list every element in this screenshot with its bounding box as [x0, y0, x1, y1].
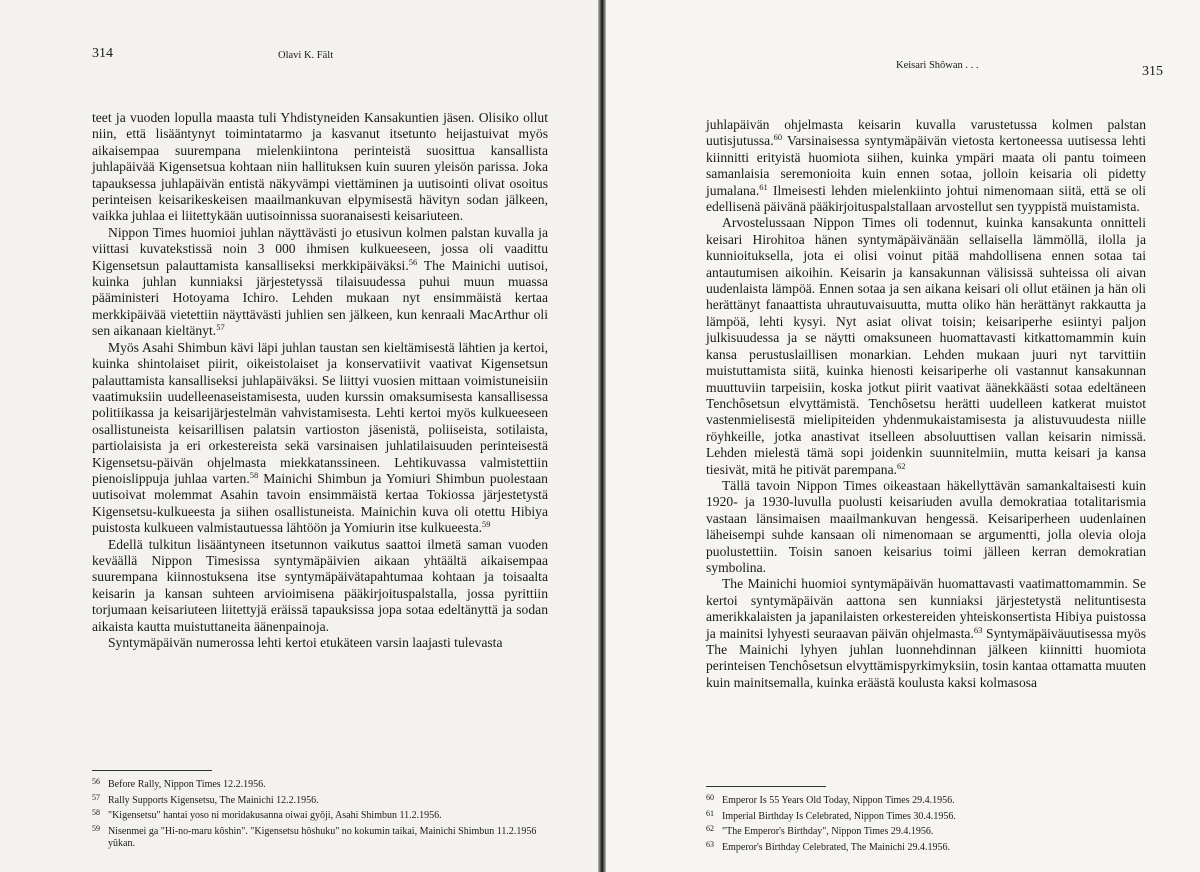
footnote-ref: 56: [408, 256, 418, 267]
paragraph: teet ja vuoden lopulla maasta tuli Yhdistyneiden Kansakuntien jäsen. Olisiko ollut niin, että lisääntynyt toimintatarmo ja kasvanut itsetunto heijastuivat myös aikaisempaa suurempana mielenkiintona perinteistä suosittua kansallista juhlapäivää Kigensetsua kohtaan niin hallituksen kuin suuren yleisön parissa. Joka tapauksessa juhlapäivän entistä näkyvämpi viettäminen ja uutisointi olivat osoitus perinteisen keisarikeskeisen maailmankuvan elpymisestä hävityn sodan jälkeen, vaikka juhlaa ei liitettykään uutisoinnissa suoranaisesti keisariuteen.: [92, 110, 548, 224]
footnote-rule: [92, 770, 212, 771]
footnote: 63 Emperor's Birthday Celebrated, The Mainichi 29.4.1956.: [706, 839, 950, 853]
footnote-ref: 61: [759, 181, 768, 192]
footnotes: [706, 786, 1126, 854]
book-gutter: [598, 0, 606, 872]
right-page: [606, 0, 1200, 872]
footnote: 58 "Kigensetsu" hantai yoso ni moridakusanna oiwai gyōji, Asahi Shimbun 11.2.1956.: [92, 808, 442, 821]
paragraph: Nippon Times huomioi juhlan näyttävästi jo etusivun kolmen palstan kuvalla ja viittasi kuvatekstissä noin 3 000 ihmisen kulkueeseen, jossa oli vaadittu Kigensetsun palauttamista kansalliseksi merkkipäiväksi.$^{56}$ The Mainichi uutisoi, kuinka juhlan kunniaksi järjestetyssä tilaisuudessa puhui muun muassa pääministeri Hotoyama Ichiro. Lehden mukaan nyt ensimmäistä kertaa merkkipäivää vietettiin näyttävästi juhlien sen jälkeen, kun kenraali MacArthur oli sen aikanaan kieltänyt.$^{57}$: [92, 224, 548, 339]
footnote: 61 Imperial Birthday Is Celebrated, Nippon Times 30.4.1956.: [706, 808, 956, 822]
paragraph: Myös Asahi Shimbun kävi läpi juhlan taustan sen kieltämisestä lähtien ja kertoi, kuinka shintolaiset piirit, oikeistolaiset ja konservatiivit vaativat Kigensetsun palauttamista kansalliseksi juhlapäiväksi. Se liittyi vuosien mittaan voimistuneisiin vaatimuksiin uudelleenaseistamisesta, uuden kurssin omaksumisesta kansallisessa politiikassa ja keisarijärjestelmän vahvistamisesta. Lehti kertoi myös kulkueeseen osallistuneista keisarillisen palatsin vartioston jäsenistä, poliiseista, sotilaista, partiolaisista ja eri orkestereista sekä varsinaisen juhlatilaisuuden perinteisestä Kigensetsu-päivän ohjelmasta miekkatanssineen. Lehtikuvassa valmistettiin pienoislippuja juhlaa varten.$^{58}$ Mainichi Shimbun ja Yomiuri Shimbun puolestaan uutisoivat molemmat Asahin tavoin ensimmäistä kertaa Tokiossa järjestetystä Kigensetsu-kulkueesta ja siihen osallistuneista. Mainichin kuva oli otettu Hibiya puistosta kulkueen valmistautuessa lähtöön ja Yomiurin itse kulkueesta.$^{59}$: [92, 339, 548, 536]
footnote-ref: 58: [249, 469, 259, 480]
footnote-rule: [706, 786, 826, 787]
footnote-ref: 63: [973, 624, 983, 635]
body-text: [92, 110, 548, 651]
page-number: 314: [92, 46, 113, 61]
left-page: [0, 0, 598, 872]
paragraph: Tällä tavoin Nippon Times oikeastaan häkellyttävän samankaltaisesti kuin 1920- ja 1930-luvulla puolusti keisariuden avulla demokratiaa totalitarismia vastaan länsimaisen maailmankuvan hengessä. Keisariperheen uudenlainen läheisempi suhde kansaan oli nimenomaan se argumentti, jolla olevia oloja puolustettiin. Toisin sanoen keisarius toimi jälleen kerran demokratian symbolina.: [706, 477, 1146, 575]
footnote: 56 Before Rally, Nippon Times 12.2.1956.: [92, 777, 266, 790]
footnotes: [92, 770, 548, 851]
footnote-ref: 57: [216, 322, 225, 333]
paragraph: The Mainichi huomioi syntymäpäivän huomattavasti vaatimattomammin. Se kertoi syntymäpäivän aattona sen kunniaksi järjestetystä nelituntisesta amerikkalaisten ja japanilaisten orkestereiden yhteiskonsertista Hibiya puistossa ja mainitsi lyhyesti seuraavan päivän ohjelmasta.$^{63}$ Syntymäpäiväuutisessa myös The Mainichi lyhyen juhlan luonnehdinnan jälkeen kiinnitti huomiota perinteisen Tenchôsetsun elvyttämispyrkimyksiin, tosin kantaa ottamatta muuten kuin mainitsemalla, kuinka eräästä koulusta kaksi kolmasosa: [706, 576, 1146, 690]
paragraph: Syntymäpäivän numerossa lehti kertoi etukäteen varsin laajasti tulevasta: [108, 635, 503, 650]
footnote: 60 Emperor Is 55 Years Old Today, Nippon Times 29.4.1956.: [706, 793, 955, 806]
body-text: [706, 117, 1146, 691]
paragraph: Edellä tulkitun lisääntyneen itsetunnon vaikutus saattoi ilmetä saman vuoden keväällä Nippon Timesissa syntymäpäivien aikaan yhtäältä aikaisempaa suurempana kiinnostuksena itse syntymäpäivätapahtumaa kohtaan ja toisaalta keisarin ja kansan suhteen arvioimisena pääkirjoituspalstalla, jossa pyrittiin torjumaan keisariuteen liitettyjä eräissä tapauksissa jopa sotaa edeltänyttä ja sodan aikaista kautta muistuttaneita äänenpainoja.: [92, 536, 548, 634]
footnote: 62 "The Emperor's Birthday", Nippon Times 29.4.1956.: [706, 824, 934, 837]
footnote-ref: 60: [773, 132, 783, 143]
paragraph: juhlapäivän ohjelmasta keisarin kuvalla varustetussa kolmen palstan uutisjutussa.$^{60}$ Varsinaisessa syntymäpäivän vietosta kertoneessa uutisessa lehti kiinnitti erityistä huomiota siihen, kuinka ympäri maata oli pantu toimeen samanlaisia seremonioita kuin ennen sotaa, jolloin keisaria oli pidetty jumalana.$^{61}$ Ilmeisesti lehden mielenkiinto johtui nimenomaan siitä, että se oli edellisenä päivänä pääkirjoituspalstallaan arvostellut sen tyyppistä muistamista.: [706, 117, 1146, 215]
running-head: Keisari Shôwan . . .: [896, 60, 979, 71]
page-number: 315: [1142, 64, 1163, 79]
footnote: 57 Rally Supports Kigensetsu, The Mainichi 12.2.1956.: [92, 792, 319, 806]
running-head: Olavi K. Fält: [278, 50, 334, 61]
footnote: 59 Nisenmei ga "Hi-no-maru kôshin". "Kigensetsu hôshuku" no kokumin taikai, Mainichi Shimbun 11.2.1956 yûkan.: [92, 823, 537, 849]
footnote-ref: 62: [897, 460, 906, 471]
paragraph: Arvostelussaan Nippon Times oli todennut, kuinka kansakunta onnitteli keisari Hirohitoa hänen syntymäpäivänään sellaisella lämmöllä, ilolla ja kunnioituksella, jota ei olisi voinut pitää mahdollisena ennen sotaa tai antautumisen aikoihin. Keisarin ja kansakunnan välisissä suhteissa oli aivan uudenlaista lämpöä. Ennen sotaa ja sen aikana keisari oli ollut etäinen ja hän oli herättänyt fanaattista uhrautuvaisuutta, mutta oliko hän herättänyt rakkautta ja lämpöä, lehti kysyi. Nyt asiat olivat toisin; keisariperhe esiintyi paljon julkisuudessa ja se näytti omaksuneen huomattavasti kitkattomammin kuin kansa perustuslaillisen monarkian. Lehden mukaan juuri nyt tarvittiin muistuttamista siitä, kuinka hienosti keisariperhe oli vastannut kansakunnan muuttuviin tarpeisiin, koska jotkut piirit vaativat äänekkäästi sotaa edeltäneen Tenchôsetsun elvyttämistä. Tenchôsetsu herätti uudelleen katkerat muistot vastenmielisestä mielipiteiden yhdenmukaistamisesta ja alistuvuudesta niille röyhkeille, jotka anastivat itselleen absoluuttisen vallan keisarin nimissä. Lehden mielestä tämä sopi joidenkin suunnitelmiin, mutta keisari ja kansa tiesivät, mitä he pitivät parempana.$^{62}$: [706, 215, 1146, 477]
footnote-ref: 59: [482, 519, 491, 530]
